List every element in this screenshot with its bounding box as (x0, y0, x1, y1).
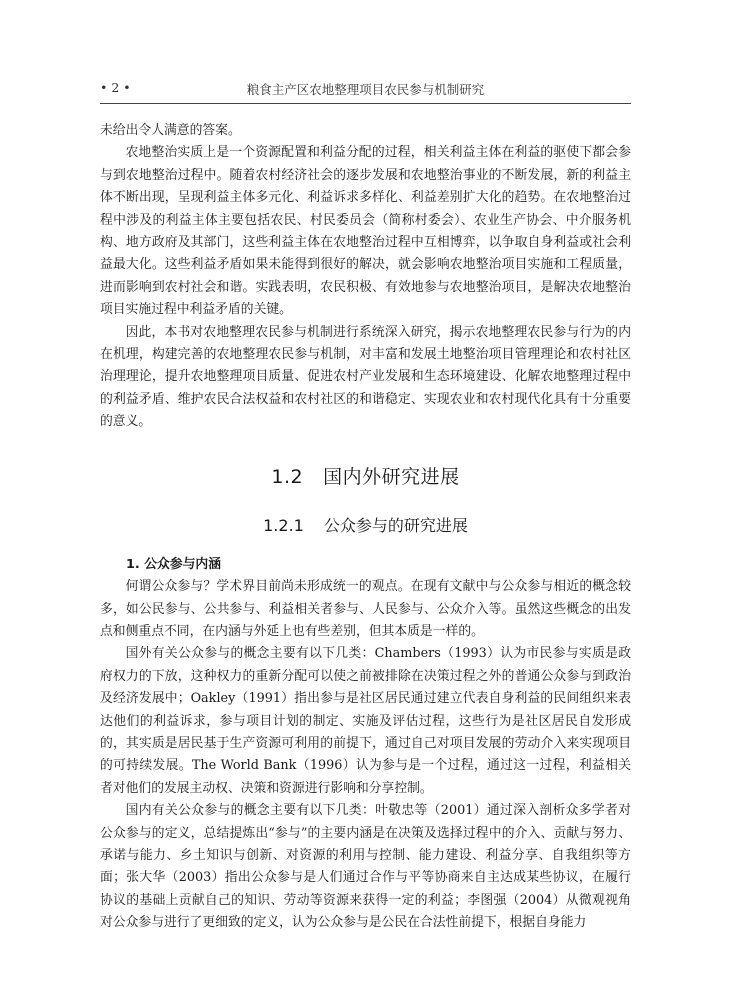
paragraph-definition: 何谓公众参与？学术界目前尚未形成统一的观点。在现有文献中与公众参与相近的概念较多，如公民参与、公共参与、利益相关者参与、人民参与、公众介入等。虽然这些概念的出发点和侧重点不同，在内涵与外延上也有些差别，但其本质是一样的。 (100, 579, 631, 639)
paragraph-continuation: 未给出令人满意的答案。 (100, 123, 241, 138)
page-number: • 2 • (100, 80, 131, 95)
header-divider (100, 103, 631, 104)
body-text (100, 120, 631, 935)
paragraph-land-consolidation-interests: 农地整治实质上是一个资源配置和利益分配的过程，相关利益主体在利益的驱使下都会参与到农地整治过程中。随着农村经济社会的逐步发展和农地整治事业的不断发展，新的利益主体不断出现，呈现利益主体多元化、利益诉求多样化、利益差别扩大化的趋势。在农地整治过程中涉及的利益主体主要包括农民、村民委员会（简称村委会）、农业生产协会、中介服务机构、地方政府及其部门，这些利益主体在农地整治过程中互相博弈，以争取自身利益或社会利益最大化。这些利益矛盾如果未能得到很好的解决，就会影响农地整治项目实施和工程质量，进而影响到农村社会和谐。实践表明，农民积极、有效地参与农地整治项目，是解决农地整治项目实施过程中利益矛盾的关键。 (100, 145, 631, 318)
page-header (100, 80, 631, 100)
section-number: 1.2 (271, 465, 304, 488)
paragraph-research-significance: 因此，本书对农地整理农民参与机制进行系统深入研究，揭示农地整理农民参与行为的内在机理，构建完善的农地整理农民参与机制，对丰富和发展土地整治项目管理理论和农村社区治理理论，提升农地整理项目质量、促进农村产业发展和生态环境建设、化解农地整理过程中的利益矛盾、维护农民合法权益和农村社区的和谐稳定、实现农业和农村现代化具有十分重要的意义。 (100, 324, 631, 430)
item-heading: 1. 公众参与内涵 (126, 556, 222, 572)
subsection-number: 1.2.1 (263, 515, 304, 535)
section-heading (100, 465, 631, 489)
section-title: 国内外研究进展 (323, 465, 460, 488)
paragraph-foreign-concepts: 国外有关公众参与的概念主要有以下几类：Chambers（1993）认为市民参与实质是政府权力的下放，这种权力的重新分配可以使之前被排除在决策过程之外的普通公众参与到政治及经济发展中；Oakley（1991）指出参与是社区居民通过建立代表自身利益的民间组织来表达他们的利益诉求，参与项目计划的制定、实施及评估过程，这些行为是社区居民自发形成的，其实质是居民基于生产资源可利用的前提下，通过自己对项目发展的劳动介入来实现项目的可持续发展。The World Bank（1996）认为参与是一个过程，通过这一过程，利益相关者对他们的发展主动权、决策和资源进行影响和分享控制。 (100, 646, 631, 796)
running-title: 粮食主产区农地整理项目农民参与机制研究 (246, 82, 485, 97)
paragraph-domestic-concepts: 国内有关公众参与的概念主要有以下几类：叶敬忠等（2001）通过深入剖析众多学者对公众参与的定义，总结提炼出“参与”的主要内涵是在决策及选择过程中的介入、贡献与努力、承诺与能力、乡土知识与创新、对资源的利用与控制、能力建设、利益分享、自我组织等方面；张大华（2003）指出公众参与是人们通过合作与平等协商来自主达成某些协议，在履行协议的基础上贡献自己的知识、劳动等资源来获得一定的利益；李图强（2004）从微观视角对公众参与进行了更细致的定义，认为公众参与是公民在合法性前提下，根据自身能力 (100, 803, 631, 931)
subsection-heading (100, 515, 631, 537)
subsection-title: 公众参与的研究进展 (323, 515, 468, 535)
